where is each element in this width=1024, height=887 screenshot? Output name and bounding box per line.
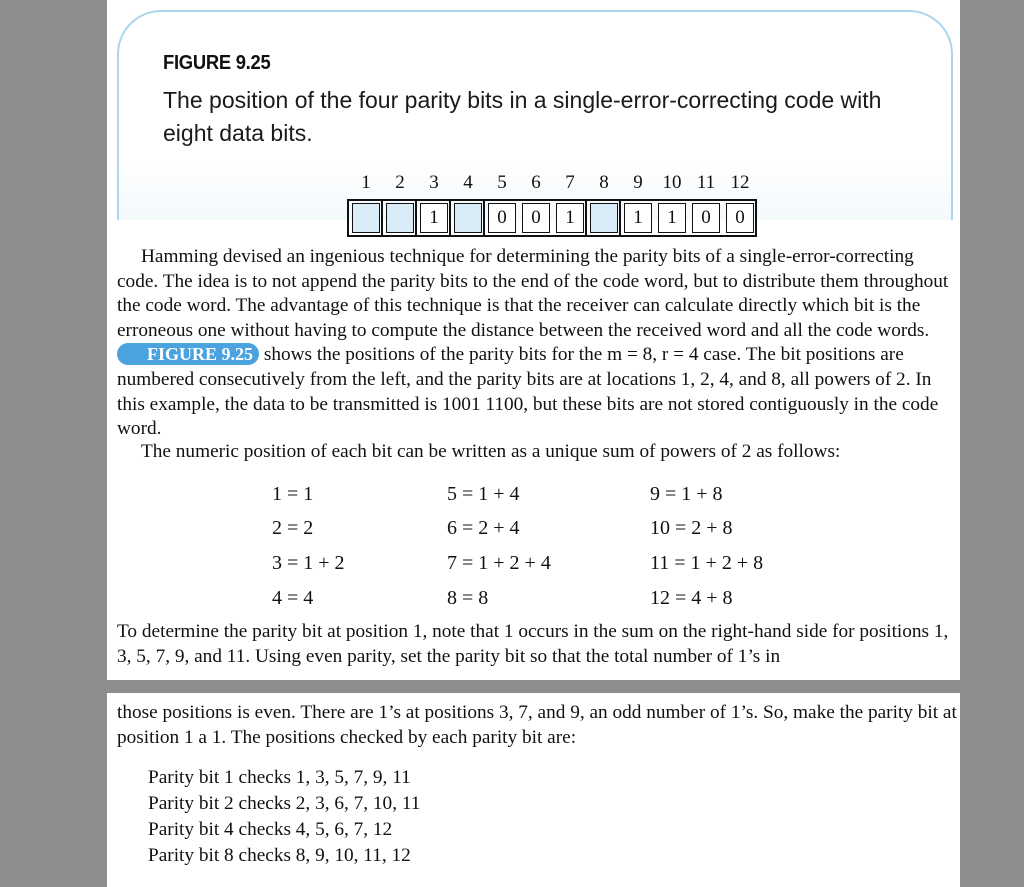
figure-card (117, 10, 953, 228)
bit-position-number: 8 (599, 172, 609, 193)
sum-entry: 2 = 2 (272, 517, 314, 539)
data-bit-slot: 1 (658, 203, 686, 233)
parity-bit-slot (386, 203, 414, 233)
parity-bit-slot (352, 203, 380, 233)
sum-entry: 5 = 1 + 4 (447, 483, 520, 505)
sum-entry: 8 = 8 (447, 587, 489, 609)
parity-bit-slot (454, 203, 482, 233)
parity-bit-slot (590, 203, 618, 233)
bit-position-number: 6 (531, 172, 541, 193)
bit-position-number: 4 (463, 172, 473, 193)
bit-position-number: 9 (633, 172, 643, 193)
sum-entry: 6 = 2 + 4 (447, 517, 520, 539)
bit-position-number: 10 (662, 172, 682, 193)
data-bit-slot: 1 (624, 203, 652, 233)
numeric-position-paragraph: The numeric position of each bit can be written as a unique sum of powers of 2 as follows: (141, 441, 841, 462)
bit-position-numbers (347, 172, 757, 196)
parity-checks-list (148, 765, 420, 869)
bit-position-number: 2 (395, 172, 405, 193)
parity-check-item: Parity bit 2 checks 2, 3, 6, 7, 10, 11 (148, 793, 421, 814)
hamming-paragraph (117, 245, 957, 442)
data-bit-slot: 1 (420, 203, 448, 233)
bit-position-number: 7 (565, 172, 575, 193)
sum-entry: 1 = 1 (272, 483, 314, 505)
sum-entry: 7 = 1 + 2 + 4 (447, 552, 551, 574)
figure-link[interactable]: FIGURE 9.25 (117, 343, 259, 365)
sum-entry: 3 = 1 + 2 (272, 552, 345, 574)
hamming-text-a: Hamming devised an ingenious technique for determining the parity bits of a single-error-correcting code. The idea is to not append the parity bits to the end of the code word, but to distribute them throughout the code word. The advantage of this technique is that the receiver can calculate directly which bit is the erroneous one without having to compute the distance between the received word and all the code words. (117, 246, 949, 341)
data-bit-slot: 0 (692, 203, 720, 233)
hamming-text-b: shows the positions of the parity bits for the m = 8, r = 4 case. The bit positions are numbered consecutively from the left, and the parity bits are at locations 1, 2, 4, and 8, all powers of 2. In this example, the data to be transmitted is 1001 1100, but these bits are not stored contiguously in the code word. (117, 344, 939, 440)
sum-entry: 11 = 1 + 2 + 8 (650, 552, 764, 574)
bit-position-number: 3 (429, 172, 439, 193)
figure-label: FIGURE 9.25 (163, 52, 271, 74)
figure-caption: The position of the four parity bits in a single-error-correcting code with eight data bits. (163, 87, 882, 146)
bit-position-number: 12 (730, 172, 750, 193)
parity-check-item: Parity bit 8 checks 8, 9, 10, 11, 12 (148, 845, 411, 866)
data-bit-slot: 1 (556, 203, 584, 233)
page-two (107, 693, 960, 887)
sum-entry: 12 = 4 + 8 (650, 587, 733, 609)
sum-entry: 10 = 2 + 8 (650, 517, 733, 539)
sum-entry: 4 = 4 (272, 587, 314, 609)
bit-position-number: 11 (696, 172, 716, 193)
parity-check-item: Parity bit 1 checks 1, 3, 5, 7, 9, 11 (148, 767, 411, 788)
even-parity-paragraph: those positions is even. There are 1’s at positions 3, 7, and 9, an odd number of 1’s. So, make the parity bit at position 1 a 1. The positions checked by each parity bit are: (117, 702, 957, 748)
sum-entry: 9 = 1 + 8 (650, 483, 723, 505)
parity-position-paragraph: To determine the parity bit at position 1, note that 1 occurs in the sum on the right-hand side for positions 1, 3, 5, 7, 9, and 11. Using even parity, set the parity bit so that the total number of 1’s in (117, 621, 949, 667)
powers-of-two-table (107, 482, 960, 612)
bit-position-number: 1 (361, 172, 371, 193)
parity-check-item: Parity bit 4 checks 4, 5, 6, 7, 12 (148, 819, 393, 840)
data-bit-slot: 0 (726, 203, 754, 233)
bit-position-number: 5 (497, 172, 507, 193)
page-one (107, 0, 960, 680)
data-bit-slot: 0 (522, 203, 550, 233)
data-bit-slot: 0 (488, 203, 516, 233)
